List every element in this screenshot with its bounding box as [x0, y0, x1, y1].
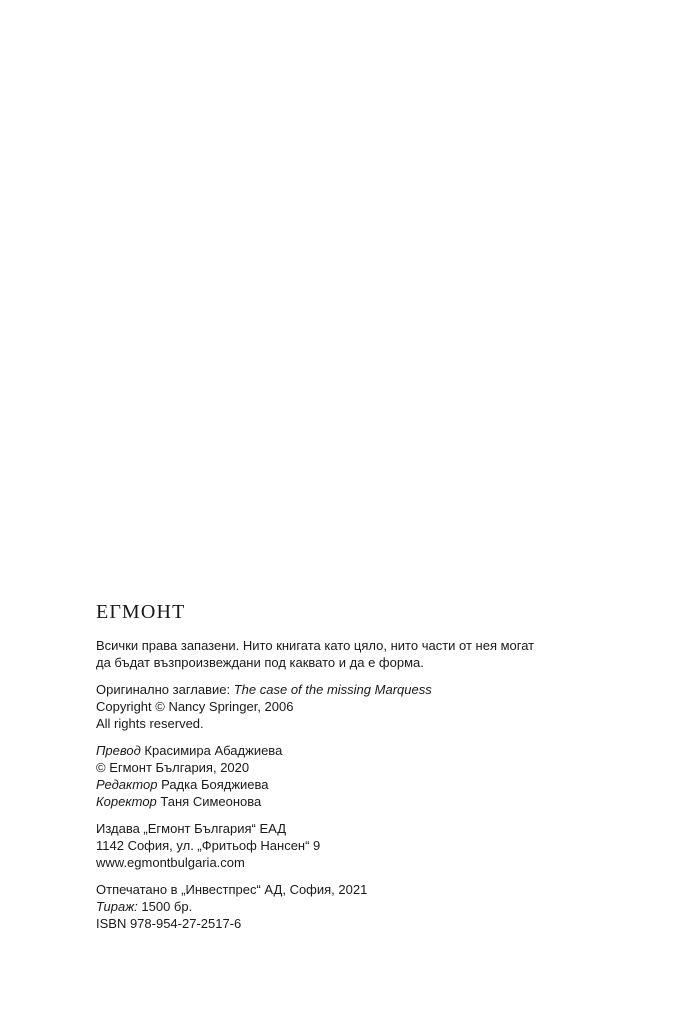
imprint-page: [96, 601, 616, 942]
publisher-address: 1142 София, ул. „Фритьоф Нансен“ 9: [96, 838, 321, 853]
translator-name: Красимира Абаджиева: [144, 743, 283, 758]
printing-info: [96, 881, 616, 932]
editor-line: [96, 776, 616, 793]
print-run-label: Тираж:: [96, 899, 138, 914]
egmont-copyright: © Егмонт България, 2020: [96, 760, 250, 775]
rights-line: да бъдат възпроизвеждани под каквато и да е форма.: [96, 655, 424, 670]
rights-notice: [96, 637, 616, 671]
print-run-line: [96, 898, 616, 915]
original-title-line: [96, 681, 616, 698]
original-title: The case of the missing Marquess: [233, 682, 432, 697]
rights-reserved: All rights reserved.: [96, 716, 204, 731]
publisher-website: www.egmontbulgaria.com: [96, 855, 245, 870]
original-title-label: Оригинално заглавие:: [96, 682, 231, 697]
publisher-info: [96, 820, 616, 871]
editor-name: Радка Бояджиева: [161, 777, 269, 792]
publisher-logo: ЕГМОНТ: [96, 601, 186, 623]
publisher-name: Издава „Егмонт България“ ЕАД: [96, 821, 287, 836]
credits: [96, 742, 616, 810]
proofreader-name: Таня Симеонова: [160, 794, 262, 809]
original-copyright: Copyright © Nancy Springer, 2006: [96, 699, 294, 714]
printed-by: Отпечатано в „Инвестпрес“ АД, София, 2021: [96, 882, 368, 897]
translation-label: Превод: [96, 743, 141, 758]
editor-label: Редактор: [96, 777, 158, 792]
proofreader-label: Коректор: [96, 794, 157, 809]
print-run-value: 1500 бр.: [141, 899, 193, 914]
proofreader-line: [96, 793, 616, 810]
rights-line: Всички права запазени. Нито книгата като цяло, нито части от нея могат: [96, 638, 535, 653]
isbn: ISBN 978-954-27-2517-6: [96, 916, 242, 931]
original-edition-info: [96, 681, 616, 732]
translator-line: [96, 742, 616, 759]
